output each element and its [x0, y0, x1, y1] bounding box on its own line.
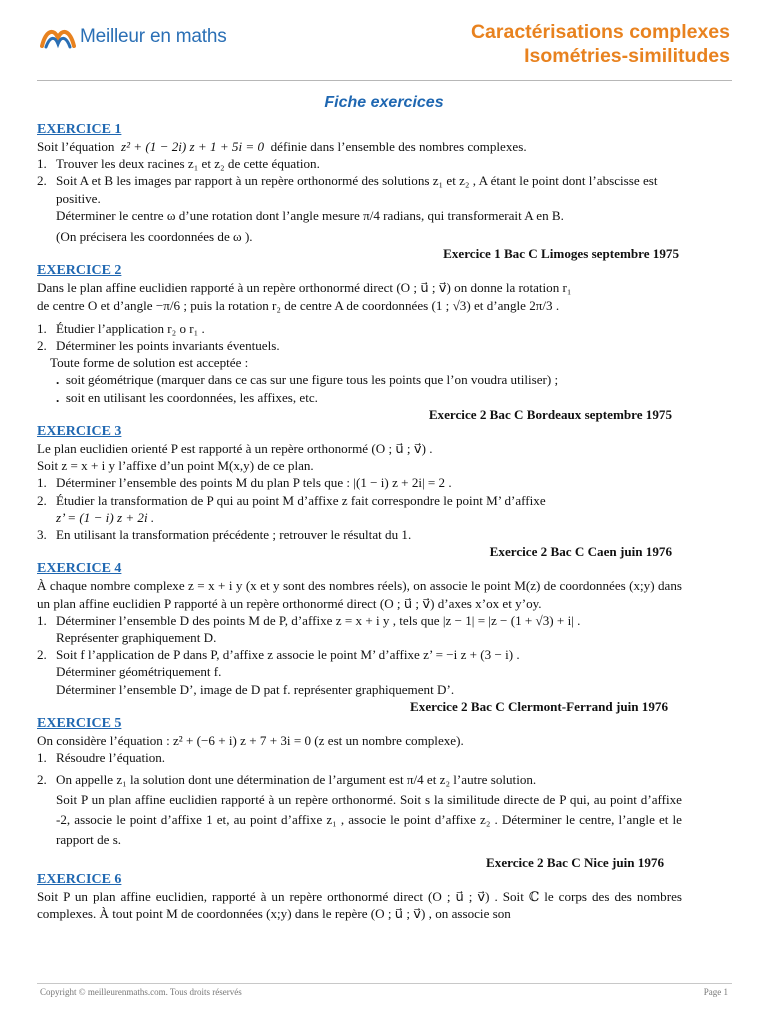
ex5-q1-text: Résoudre l’équation.: [56, 750, 166, 766]
ex1-question-2: [37, 172, 682, 206]
ex2-question-1: [37, 320, 682, 337]
ex4-q1-number: 1.: [37, 612, 47, 628]
ex2-source: Exercice 2 Bac C Bordeaux septembre 1975: [428, 406, 672, 422]
exercise-1: [37, 121, 682, 262]
logo-text: Meilleur en maths: [80, 26, 227, 47]
ex3-q3-text: En utilisant la transformation précédente ; retrouver le résultat du 1.: [56, 527, 412, 543]
exercise-1-intro: [37, 138, 682, 155]
ex3-q2-text: Étudier la transformation de P qui au point M d’affixe z fait correspondre le point M’ d’affixe: [56, 492, 546, 508]
ex3-question-2: [37, 492, 682, 509]
exercise-4: [37, 560, 682, 715]
ex1-intro-a: Soit l’équation: [37, 139, 115, 154]
ex3-q2-formula: z’ = (1 − i) z + 2i .: [56, 509, 155, 525]
ex1-q2-number: 2.: [37, 173, 47, 189]
ex1-q1-text: Trouver les deux racines z₁ et z₂ de cette équation.: [56, 156, 320, 172]
ex3-line-1: Le plan euclidien orienté P est rapporté à un repère orthonormé (O ; u⃗ ; v⃗) .: [37, 441, 433, 457]
ex5-q1-number: 1.: [37, 750, 47, 766]
brand-logo[interactable]: [40, 22, 227, 52]
exercise-6: [37, 871, 682, 922]
ex2-bullet-2-text: soit en utilisant les coordonnées, les affixes, etc.: [65, 389, 318, 405]
ex5-q2-similitude: Soit P un plan affine euclidien rapporté à un repère orthonormé. Soit s la similitude directe de P qui, au point d’affixe -2, associe le point d’affixe 1 et, au point d’affixe z₁ , associe le point d’affixe z₂ . Déterminer le centre, l’angle et le rapport de s.: [56, 791, 682, 847]
meilleur-en-maths-logo-icon: [40, 24, 76, 50]
ex4-q2-number: 2.: [37, 647, 47, 663]
ex5-q2-number: 2.: [37, 771, 47, 787]
ex4-question-2: [37, 646, 682, 663]
header-divider: [37, 80, 732, 81]
ex1-equation: z² + (1 − 2i) z + 1 + 5i = 0: [121, 139, 265, 154]
footer-divider: [37, 983, 732, 984]
ex4-q1-text: Déterminer l’ensemble D des points M de P, d’affixe z = x + i y , tels que |z − 1| = |z − (1 + √3) + i| .: [56, 612, 581, 628]
ex3-line-2: Soit z = x + i y l’affixe d’un point M(x,y) de ce plan.: [37, 458, 314, 474]
ex4-q2-geometric: Déterminer géométriquement f.: [56, 664, 222, 680]
ex1-q2-text: Soit A et B les images par rapport à un repère orthonormé des solutions z₁ et z₂ , A étant le point dont l’abscisse est positive.: [56, 173, 658, 206]
title-line-1: Caractérisations complexes: [470, 21, 730, 43]
exercise-3-heading: EXERCICE 3: [37, 424, 122, 440]
exercise-3: [37, 423, 682, 560]
ex5-equation: On considère l’équation : z² + (−6 + i) z + 7 + 3i = 0 (z est un nombre complexe).: [37, 733, 464, 749]
ex1-question-1: [37, 155, 682, 172]
ex2-bullet-1-text: soit géométrique (marquer dans ce cas sur une figure tous les points que l’on voudra utiliser) ;: [65, 372, 559, 388]
exercise-list: [37, 121, 682, 922]
exercise-6-heading: EXERCICE 6: [37, 871, 122, 887]
ex5-q2-text: On appelle z₁ la solution dont une détermination de l’argument est π/4 et z₂ l’autre solution.: [56, 771, 537, 787]
ex2-q2-number: 2.: [37, 338, 47, 354]
ex4-intro: À chaque nombre complexe z = x + i y (x et y sont des nombres réels), on associe le point M(z) de coordonnées (x;y) dans un plan affine euclidien P rapporté à un repère orthonormé direct (O ; u⃗ ; v⃗) d’axes x’ox et y’oy.: [37, 578, 682, 611]
exercise-5-heading: EXERCICE 5: [37, 716, 122, 732]
exercise-5: [37, 715, 682, 871]
ex2-question-2: [37, 337, 682, 354]
ex1-intro-b: définie dans l’ensemble des nombres complexes.: [270, 139, 527, 154]
ex1-q2-rotation: Déterminer le centre ω d’une rotation dont l’angle mesure π/4 radians, qui transformerait A en B.: [56, 207, 564, 223]
ex3-q2-number: 2.: [37, 492, 47, 508]
ex3-question-1: [37, 474, 682, 491]
ex6-intro: Soit P un plan affine euclidien, rapporté à un repère orthonormé direct (O ; u⃗ ; v⃗) . Soit ℂ le corps des des nombres complexes. À tout point M de coordonnées (x;y) dans le repère (O ; u⃗ ; v⃗) , on associe son: [37, 888, 682, 922]
ex4-q2-text: Soit f l’application de P dans P, d’affixe z associe le point M’ d’affixe z’ = −i z + (3 − i) .: [56, 647, 520, 663]
section-title: Fiche exercices: [324, 94, 444, 111]
bullet-icon: .: [56, 389, 60, 405]
ex3-q1-number: 1.: [37, 475, 47, 491]
ex5-source: Exercice 2 Bac C Nice juin 1976: [486, 854, 664, 870]
ex3-q3-number: 3.: [37, 527, 47, 543]
ex1-source: Exercice 1 Bac C Limoges septembre 1975: [443, 246, 679, 262]
copyright-text: Copyright © meilleurenmaths.com. Tous droits réservés: [40, 987, 242, 997]
ex2-q3-text: Toute forme de solution est acceptée :: [50, 355, 249, 371]
ex5-question-2: [37, 771, 682, 788]
ex4-q1-graph: Représenter graphiquement D.: [56, 630, 217, 646]
ex4-question-1: [37, 612, 682, 629]
ex3-source: Exercice 2 Bac C Caen juin 1976: [489, 544, 672, 560]
ex4-source: Exercice 2 Bac C Clermont-Ferrand juin 1976: [410, 698, 668, 714]
ex2-line-2: de centre O et d’angle −π/6 ; puis la rotation r₂ de centre A de coordonnées (1 ; √3) et d’angle 2π/3 .: [37, 297, 560, 313]
ex2-q1-text: Étudier l’application r₂ o r₁ .: [56, 320, 205, 336]
bullet-icon: .: [56, 372, 60, 388]
ex3-q1-text: Déterminer l’ensemble des points M du plan P tels que : |(1 − i) z + 2i| = 2 .: [56, 475, 452, 491]
ex4-q2-image: Déterminer l’ensemble D’, image de D pat f. représenter graphiquement D’.: [56, 681, 455, 697]
exercise-1-heading: EXERCICE 1: [37, 122, 122, 137]
ex2-line-1: Dans le plan affine euclidien rapporté à un repère orthonormé direct (O ; u⃗ ; v⃗) on donne la rotation r₁: [37, 280, 572, 296]
ex2-bullet-2: [37, 389, 682, 406]
ex2-q1-number: 1.: [37, 320, 47, 336]
exercise-2-heading: EXERCICE 2: [37, 263, 122, 279]
ex1-q1-number: 1.: [37, 156, 47, 172]
ex5-question-1: [37, 749, 682, 766]
exercise-4-heading: EXERCICE 4: [37, 561, 122, 577]
ex2-bullet-1: [37, 371, 682, 388]
ex3-question-3: [37, 526, 682, 543]
ex1-q2-note: (On précisera les coordonnées de ω ).: [56, 229, 253, 245]
ex2-q2-text: Déterminer les points invariants éventuels.: [56, 338, 280, 354]
title-line-2: Isométries-similitudes: [524, 45, 730, 67]
exercise-2: [37, 262, 682, 423]
page-title: [471, 20, 730, 68]
page-number: Page 1: [703, 987, 728, 997]
